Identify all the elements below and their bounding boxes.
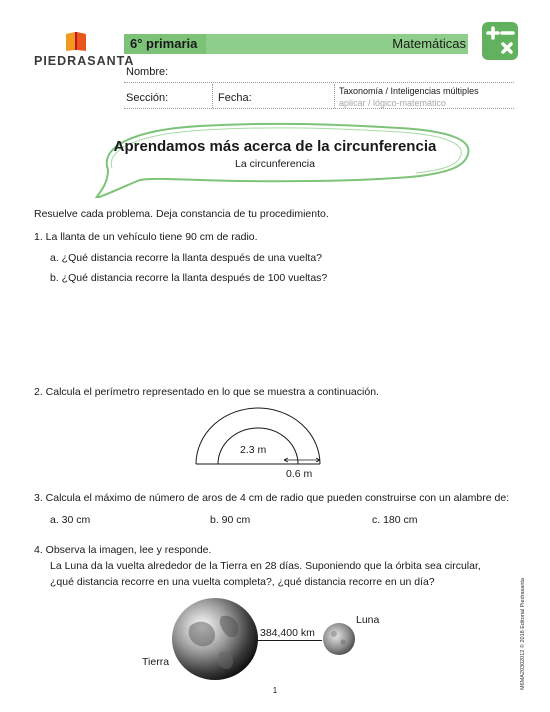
inner-radius-label: 2.3 m <box>240 444 267 456</box>
problem-1: 1. La llanta de un vehículo tiene 90 cm de radio. <box>34 231 258 243</box>
earth-image <box>170 596 260 687</box>
moon-image <box>322 622 356 661</box>
semicircle-figure <box>190 404 350 489</box>
problem-3-option-b: b. 90 cm <box>210 514 251 526</box>
math-operations-icon <box>482 22 518 60</box>
problem-4-line-1: La Luna da la vuelta alrededor de la Tierra en 28 días. Suponiendo que la órbita sea circular, <box>50 560 481 572</box>
section-field[interactable] <box>124 108 514 109</box>
distance-label: 384,400 km <box>260 627 315 639</box>
worksheet-title: Aprendamos más acerca de la circunferencia <box>113 138 437 155</box>
section-label: Sección: <box>126 92 169 104</box>
worksheet-subtitle: La circunferencia <box>235 158 315 170</box>
name-field[interactable] <box>124 82 514 83</box>
instructions: Resuelve cada problema. Deja constancia de tu procedimiento. <box>34 208 329 220</box>
moon-label: Luna <box>356 614 380 626</box>
taxonomy-label: Taxonomía / Inteligencias múltiples <box>339 86 479 96</box>
name-label: Nombre: <box>126 66 169 78</box>
problem-2: 2. Calcula el perímetro representado en lo que se muestra a continuación. <box>34 386 379 398</box>
date-label: Fecha: <box>218 92 252 104</box>
page-number: 1 <box>272 686 278 695</box>
publisher-logo-icon <box>64 30 88 52</box>
publisher-name: PIEDRASANTA <box>34 54 135 68</box>
earth-label: Tierra <box>142 656 170 668</box>
problem-3-option-a: a. 30 cm <box>50 514 91 526</box>
taxonomy-value: aplicar / lógico-matemático <box>339 98 447 108</box>
problem-4: 4. Observa la imagen, lee y responde. <box>34 544 212 556</box>
distance-line <box>254 640 322 641</box>
field-divider <box>334 84 335 108</box>
problem-4-line-2: ¿qué distancia recorre en una vuelta completa?, ¿qué distancia recorre en un día? <box>50 576 435 588</box>
subject-label: Matemáticas <box>392 36 466 51</box>
problem-1a: a. ¿Qué distancia recorre la llanta después de una vuelta? <box>50 252 323 264</box>
problem-1b: b. ¿Qué distancia recorre la llanta después de 100 vueltas? <box>50 272 328 284</box>
side-note: M6MA20302012 © 2018 Editorial Piedrasanta <box>520 578 526 690</box>
problem-3-option-c: c. 180 cm <box>372 514 418 526</box>
field-divider <box>212 84 213 108</box>
gap-label: 0.6 m <box>286 468 313 480</box>
grade-label: 6° primaria <box>124 34 206 54</box>
problem-3: 3. Calcula el máximo de número de aros de 4 cm de radio que pueden construirse con un alambre de: <box>34 492 510 504</box>
